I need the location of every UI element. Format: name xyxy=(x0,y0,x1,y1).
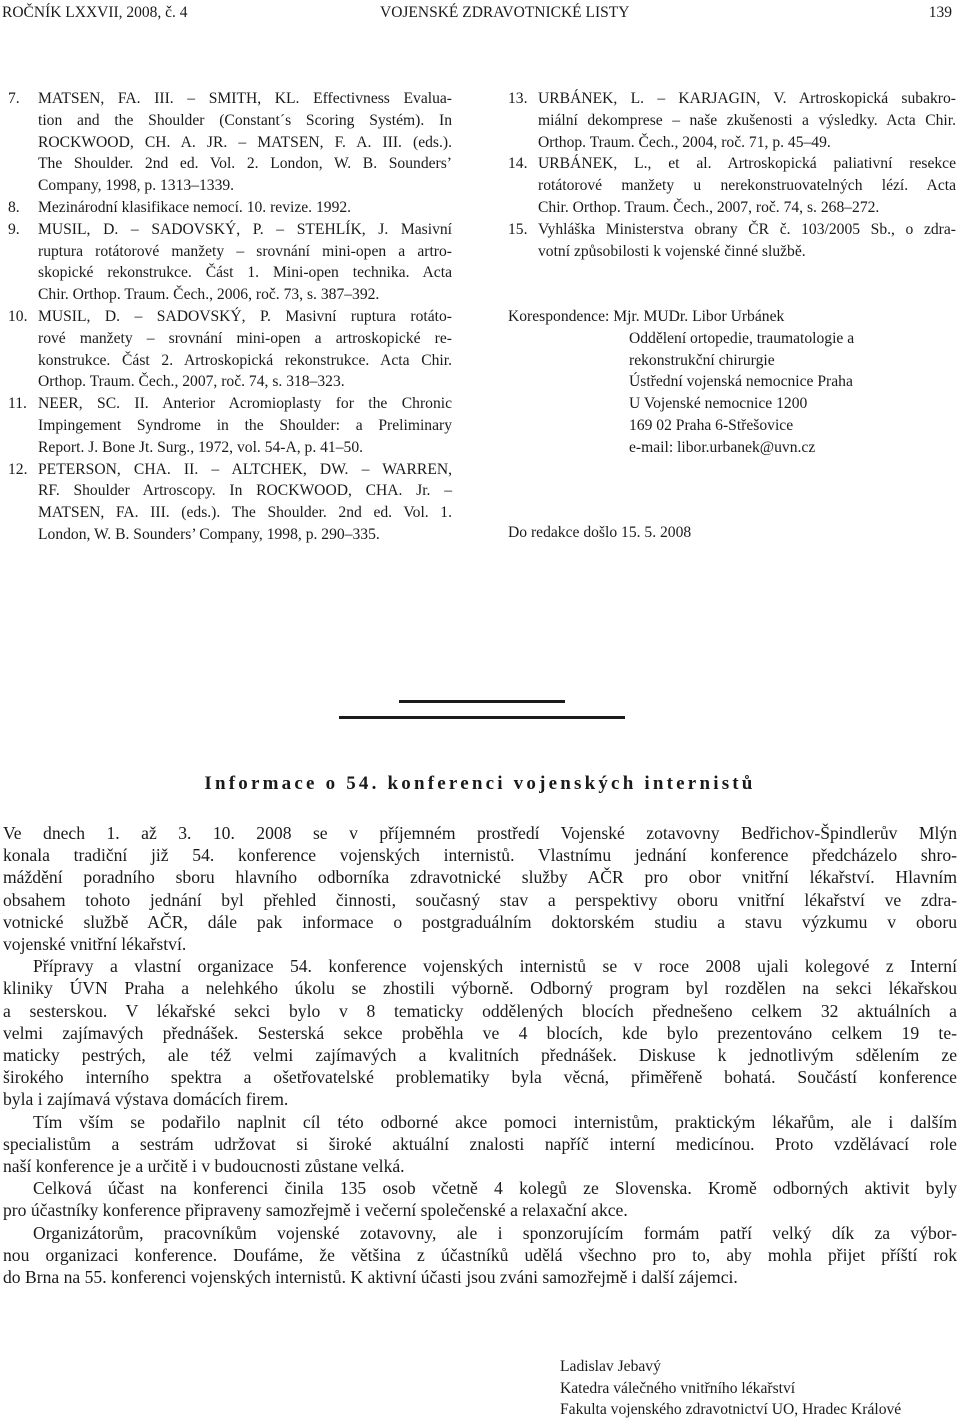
article-line: obsahem tohoto jednání byl přehled činnosti, současný stav a perspektivy oboru vnitřní lékařství ve zdra- xyxy=(3,889,957,910)
reference-number: 14. xyxy=(508,155,528,173)
article-line: máždění poradního sboru hlavního odborníka zdravotnické služby AČR pro obor vnitřní lékařství. Hlavním xyxy=(3,867,957,888)
reference-line: Impingement Syndrome in the Shoulder: a Preliminary xyxy=(38,416,452,434)
reference-line: Orthop. Traum. Čech., 2007, roč. 74, s. 318–323. xyxy=(38,373,345,391)
reference-line: rové manžety – srovnání mini-open a artroskopické re- xyxy=(38,329,452,347)
journal-title: VOJENSKÉ ZDRAVOTNICKÉ LISTY xyxy=(380,4,630,21)
reference-line: skopické rekonstrukce. Část 1. Mini-open technika. Acta xyxy=(38,264,452,282)
reference-line: MATSEN, FA. III. (eds.). The Shoulder. 2nd ed. Vol. 1. xyxy=(38,504,452,522)
article-line: naší konference je a určitě i v budoucnosti zůstane velká. xyxy=(3,1156,405,1177)
article-paragraph xyxy=(3,1111,957,1178)
article-paragraph xyxy=(3,1222,957,1289)
reference-line: Orthop. Traum. Čech., 2004, roč. 71, p. 45–49. xyxy=(538,133,831,151)
article-line: Organizátorům, pracovníkům vojenské zotavovny, ale i sponzorujícím formám patří velký dík za výbor- xyxy=(33,1222,957,1243)
running-header xyxy=(0,2,960,28)
reference-line: NEER, SC. II. Anterior Acromioplasty for the Chronic xyxy=(38,395,452,413)
reference-line: votní způsobilosti k vojenské činné službě. xyxy=(538,242,806,260)
reference-line: Chir. Orthop. Traum. Čech., 2007, roč. 74, s. 268–272. xyxy=(538,198,880,216)
reference-line: Vyhláška Ministerstva obrany ČR č. 103/2005 Sb., o zdra- xyxy=(538,220,956,238)
reference-item xyxy=(8,393,452,458)
address-line: e-mail: libor.urbanek@uvn.cz xyxy=(629,438,816,456)
received-date: Do redakce došlo 15. 5. 2008 xyxy=(508,524,692,541)
separator-rule-short xyxy=(399,700,565,703)
article-line: specialistům a sestrám udržovat si široké aktuální znalosti napříč interní medicínou. Proto vzdělávací role xyxy=(3,1133,957,1154)
article-line: do Brna na 55. konferenci vojenských internistů. K aktivní účasti jsou zváni samozřejmě i další zájemci. xyxy=(3,1267,738,1288)
reference-line: ROCKWOOD, CH. A. JR. – MATSEN, F. A. III. (eds.). xyxy=(38,133,452,151)
article-line: kliniky ÚVN Praha a nelehkého úkolu se zhostili výborně. Odborný program byl rozdělen na sekci lékařskou xyxy=(3,978,957,999)
address-line: Ústřední vojenská nemocnice Praha xyxy=(629,373,853,391)
reference-number: 7. xyxy=(8,90,20,107)
page-number: 139 xyxy=(928,4,952,21)
separator-rule-long xyxy=(339,716,625,719)
address-line: rekonstrukční chirurgie xyxy=(629,351,775,369)
reference-line: PETERSON, CHA. II. – ALTCHEK, DW. – WARREN, xyxy=(38,460,452,478)
reference-line: rotátorové manžety u nerekonstruovatelných lézí. Acta xyxy=(538,177,956,195)
reference-item xyxy=(8,306,452,393)
article-line: byla i zajímavá výstava domácích firem. xyxy=(3,1089,289,1110)
reference-item xyxy=(508,219,956,263)
references-right-column xyxy=(508,88,956,262)
article-line: konala tradiční již 54. konference vojenských internistů. Vlastnímu jednání konference předcházelo shro- xyxy=(3,845,957,866)
article-line: Přípravy a vlastní organizace 54. konference vojenských internistů se v roce 2008 ujali kolegové z Interní xyxy=(33,956,957,977)
reference-line: URBÁNEK, L. – KARJAGIN, V. Artroskopická subakro- xyxy=(538,90,956,107)
reference-line: Chir. Orthop. Traum. Čech., 2006, roč. 73, s. 387–392. xyxy=(38,286,380,304)
signature-line: Ladislav Jebavý xyxy=(560,1358,661,1375)
correspondence-label: Korespondence: Mjr. MUDr. Libor Urbánek xyxy=(508,308,785,325)
article-paragraph xyxy=(3,822,957,955)
reference-line: konstrukce. Část 2. Artroskopická rekonstrukce. Acta Chir. xyxy=(38,351,452,369)
reference-line: RF. Shoulder Artroscopy. In ROCKWOOD, CHA. Jr. – xyxy=(38,482,452,500)
reference-line: MUSIL, D. – SADOVSKÝ, P. Masivní ruptura rotáto- xyxy=(38,307,452,325)
reference-line: miální dekomprese – naše zkušenosti a výsledky. Acta Chir. xyxy=(538,111,956,129)
reference-number: 13. xyxy=(508,90,528,107)
reference-line: ruptura rotátorové manžety – srovnání mini-open a artro- xyxy=(38,242,452,260)
article-line: širokého interního spektra a ošetřovatelské problematiky byla věcná, přiměřeně bohatá. Součástí konference xyxy=(3,1067,957,1088)
signature-block xyxy=(560,1356,901,1421)
article-title: Informace o 54. konferenci vojenských internistů xyxy=(204,773,756,794)
reference-number: 11. xyxy=(8,395,27,413)
reference-line: URBÁNEK, L., et al. Artroskopická paliativní resekce xyxy=(538,155,956,173)
article-body xyxy=(3,822,957,1288)
article-line: votnické službě AČR, dále pak informace o postgraduálním doktorském studiu a stavu výzkumu v oboru xyxy=(3,911,957,932)
address-line: 169 02 Praha 6-Střešovice xyxy=(629,416,794,434)
reference-line: MUSIL, D. – SADOVSKÝ, P. – STEHLÍK, J. Masivní xyxy=(38,220,452,238)
reference-item xyxy=(508,153,956,218)
reference-number: 9. xyxy=(8,220,20,238)
reference-item xyxy=(508,88,956,153)
reference-number: 8. xyxy=(8,198,20,216)
article-line: Celková účast na konferenci činila 135 osob včetně 4 kolegů ze Slovenska. Kromě odborných aktivit byly xyxy=(33,1178,957,1199)
reference-number: 12. xyxy=(8,460,28,478)
reference-item xyxy=(8,459,452,546)
reference-line: London, W. B. Sounders’ Company, 1998, p. 290–335. xyxy=(38,525,380,543)
article-paragraph xyxy=(3,955,957,1110)
correspondence-address xyxy=(629,328,854,459)
article-paragraph xyxy=(3,1177,957,1221)
signature-line: Fakulta vojenského zdravotnictví UO, Hradec Králové xyxy=(560,1401,902,1418)
reference-item xyxy=(8,219,452,306)
article-line: Tím vším se podařilo naplnit cíl této odborné akce pomoci internistům, praktickým lékařům, ale i dalším xyxy=(33,1111,957,1132)
article-line: Ve dnech 1. až 3. 10. 2008 se v příjemném prostředí Vojenské zotavovny Bedřichov-Špindlerův Mlýn xyxy=(3,823,957,843)
reference-line: Report. J. Bone Jt. Surg., 1972, vol. 54-A, p. 41–50. xyxy=(38,438,364,456)
article-line: a sesterskou. V lékařské sekci bylo v 8 tematicky oddělených blocích přednešeno celkem 32 aktuálních a xyxy=(3,1000,957,1021)
article-line: maticky pestrých, ale též velmi zajímavých a kvalitních přednášek. Diskuse k jednotlivým sdělením ze xyxy=(3,1045,957,1066)
reference-number: 10. xyxy=(8,307,28,325)
reference-line: Mezinárodní klasifikace nemocí. 10. revize. 1992. xyxy=(38,198,352,216)
article-line: velmi zajímavých přednášek. Sesterská sekce proběhla ve 4 blocích, kde bylo prezentováno celkem 19 te- xyxy=(3,1022,957,1043)
reference-line: The Shoulder. 2nd ed. Vol. 2. London, W. B. Sounders’ xyxy=(38,155,452,173)
reference-item xyxy=(8,197,452,219)
article-line: pro účastníky konference připraveny samozřejmě i večerní společenské a relaxační akce. xyxy=(3,1200,628,1221)
address-line: Oddělení ortopedie, traumatologie a xyxy=(629,329,855,347)
article-line: vojenské vnitřní lékařství. xyxy=(3,934,187,955)
reference-item xyxy=(8,88,452,197)
article-line: nou organizaci konference. Doufáme, že většina z účastníků udělá všechno pro to, aby mohla přijet příští rok xyxy=(3,1244,957,1265)
address-line: U Vojenské nemocnice 1200 xyxy=(629,395,808,413)
journal-volume: ROČNÍK LXXVII, 2008, č. 4 xyxy=(2,4,188,21)
signature-line: Katedra válečného vnitřního lékařství xyxy=(560,1379,796,1397)
reference-number: 15. xyxy=(508,220,528,238)
references-left-column xyxy=(8,88,452,546)
reference-line: Company, 1998, p. 1313–1339. xyxy=(38,177,235,195)
reference-line: tion and the Shoulder (Constant´s Scoring Systém). In xyxy=(38,111,452,129)
reference-line: MATSEN, FA. III. – SMITH, KL. Effectivness Evalua- xyxy=(38,90,452,107)
